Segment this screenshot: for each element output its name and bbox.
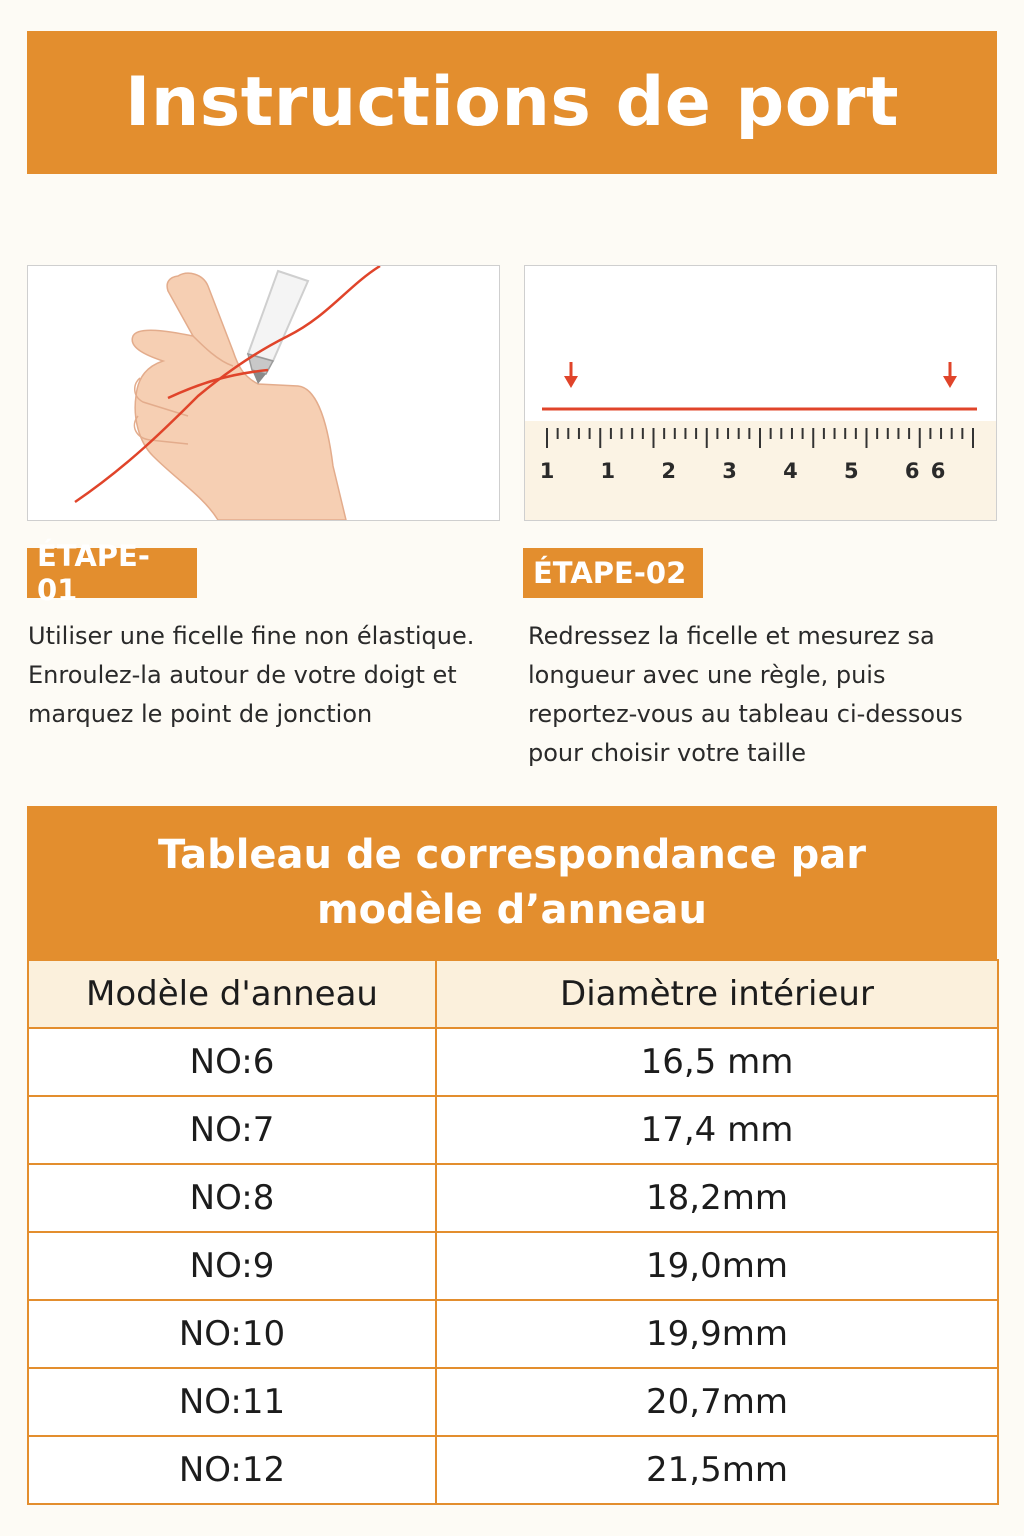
table-title: Tableau de correspondance par modèle d’anneau — [157, 831, 867, 933]
table-row — [28, 1164, 998, 1232]
size-chart — [27, 959, 999, 1505]
step-2-illustration — [524, 265, 997, 521]
ruler-label: 6 — [930, 459, 946, 483]
ruler-icon — [525, 266, 996, 520]
table-row — [28, 1368, 998, 1436]
ruler-label: 4 — [783, 459, 798, 483]
ruler-label: 2 — [661, 459, 677, 483]
ruler-label: 5 — [843, 459, 859, 483]
cell-diameter: 21,5mm — [436, 1436, 998, 1504]
cell-diameter: 18,2mm — [436, 1164, 998, 1232]
ruler-label: 1 — [539, 459, 555, 483]
arrow-down-icon — [564, 362, 578, 388]
column-header-model: Modèle d'anneau — [28, 960, 436, 1028]
ruler-label: 6 — [904, 459, 920, 483]
table-row — [28, 1232, 998, 1300]
step-1-text: Utiliser une ficelle fine non élastique. Enroulez-la autour de votre doigt et marquez le point de jonction — [28, 622, 475, 728]
cell-model: NO:6 — [28, 1028, 436, 1096]
table-title-banner — [27, 806, 997, 959]
table-header-row — [28, 960, 998, 1028]
cell-diameter: 19,0mm — [436, 1232, 998, 1300]
cell-model: NO:7 — [28, 1096, 436, 1164]
cell-diameter: 16,5 mm — [436, 1028, 998, 1096]
table-row — [28, 1028, 998, 1096]
size-table — [27, 806, 997, 1505]
step-2-text: Redressez la ficelle et mesurez sa longueur avec une règle, puis reportez-vous au tableau ci-dessous pour choisir votre taille — [528, 622, 963, 767]
hand-illustration — [28, 266, 499, 520]
step-1-illustration — [27, 265, 500, 521]
cell-model: NO:12 — [28, 1436, 436, 1504]
cell-diameter: 17,4 mm — [436, 1096, 998, 1164]
table-row — [28, 1436, 998, 1504]
cell-model: NO:10 — [28, 1300, 436, 1368]
ruler-label: 3 — [722, 459, 737, 483]
cell-model: NO:9 — [28, 1232, 436, 1300]
step-1-tag: ÉTAPE-01 — [27, 548, 197, 598]
page-title: Instructions de port — [125, 63, 899, 142]
ruler-label: 1 — [600, 459, 616, 483]
table-row — [28, 1096, 998, 1164]
cell-model: NO:11 — [28, 1368, 436, 1436]
title-banner — [27, 31, 997, 174]
arrow-down-icon — [943, 362, 957, 388]
cell-diameter: 20,7mm — [436, 1368, 998, 1436]
cell-model: NO:8 — [28, 1164, 436, 1232]
pen-icon — [248, 271, 308, 384]
step-2-tag: ÉTAPE-02 — [523, 548, 703, 598]
table-row — [28, 1300, 998, 1368]
column-header-diameter: Diamètre intérieur — [436, 960, 998, 1028]
cell-diameter: 19,9mm — [436, 1300, 998, 1368]
